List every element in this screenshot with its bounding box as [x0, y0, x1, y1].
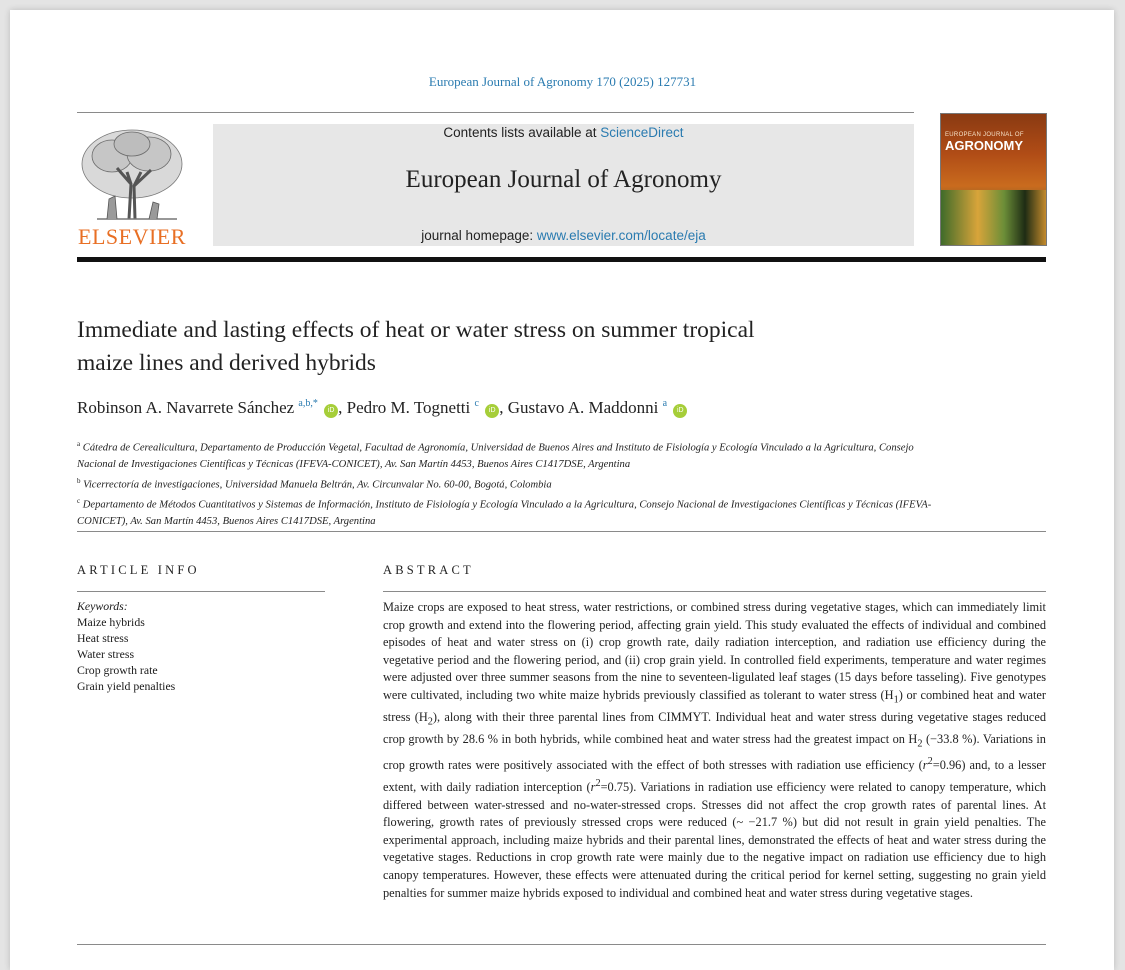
keyword-item[interactable]: Grain yield penalties: [77, 679, 176, 693]
journal-title: European Journal of Agronomy: [405, 166, 722, 193]
divider-mid: [77, 531, 1046, 532]
keyword-item[interactable]: Heat stress: [77, 631, 129, 645]
sciencedirect-link[interactable]: ScienceDirect: [600, 125, 684, 140]
affiliation-text: Vicerrectoría de investigaciones, Universidad Manuela Beltrán, Av. Circunvalar No. 60-00, Bogotá, Colombia: [83, 479, 552, 491]
author-name[interactable]: Robinson A. Navarrete Sánchez: [77, 398, 295, 417]
keyword-item[interactable]: Maize hybrids: [77, 615, 145, 629]
title-line: maize lines and derived hybrids: [77, 350, 376, 376]
homepage-link[interactable]: www.elsevier.com/locate/eja: [536, 228, 706, 243]
keywords-block: [77, 598, 325, 694]
affiliation-mark: c: [77, 497, 81, 506]
affiliation-mark: a: [77, 440, 81, 448]
author-name[interactable]: Gustavo A. Maddonni: [507, 398, 659, 417]
affiliation-item: [77, 473, 937, 494]
divider-top: [77, 112, 914, 113]
affiliation-mark: b: [77, 476, 81, 485]
contents-prefix: Contents lists available at: [443, 125, 597, 140]
affiliation-item: [77, 436, 937, 473]
homepage-line: [213, 228, 914, 243]
journal-cover-image[interactable]: [940, 113, 1047, 246]
orcid-icon[interactable]: iD: [324, 404, 338, 418]
divider-info: [77, 591, 325, 592]
affiliations: [77, 436, 937, 530]
contents-line: [213, 125, 914, 140]
cover-line1: EUROPEAN JOURNAL OF: [945, 132, 1024, 138]
article-info-heading: ARTICLE INFO: [77, 563, 200, 577]
cover-line2: AGRONOMY: [945, 138, 1023, 153]
keyword-item[interactable]: Crop growth rate: [77, 663, 158, 677]
orcid-icon[interactable]: iD: [485, 404, 499, 418]
keyword-item[interactable]: Water stress: [77, 647, 135, 661]
author-affil-mark[interactable]: c: [474, 398, 479, 409]
author-affil-mark[interactable]: a: [662, 398, 668, 409]
affiliation-text: Cátedra de Cerealicultura, Departamento de Producción Vegetal, Facultad de Agronomía, Universidad de Buenos Aires and Instituto de Fisiología y Ecología Vinculado a la Agricultura, Consejo Nacional de Investigaciones Científicas y Técnicas (IFEVA-CONICET), Av. San Martín 4453, Buenos Aires C1417DSE, Argentina: [77, 442, 914, 470]
elsevier-logo[interactable]: [77, 124, 187, 250]
cover-photo: [941, 190, 1046, 245]
homepage-prefix: journal homepage:: [421, 228, 534, 243]
journal-header-box: [213, 124, 914, 246]
article-title: [77, 314, 977, 380]
title-line: Immediate and lasting effects of heat or water stress on summer tropical: [77, 317, 755, 343]
orcid-icon[interactable]: iD: [673, 404, 687, 418]
divider-abstract: [383, 591, 1046, 592]
author-list: Robinson A. Navarrete Sánchez $^{a,b,*}$ iD , Pedro M. Tognetti $^c$ iD , Gustavo A. Maddonni $^a$ iD: [77, 398, 977, 418]
divider-thick: [77, 257, 1046, 262]
elsevier-wordmark: ELSEVIER: [78, 224, 186, 249]
author-affil-mark[interactable]: a,b,*: [298, 398, 318, 409]
divider-bottom: [77, 944, 1046, 945]
author-name[interactable]: Pedro M. Tognetti: [346, 398, 471, 417]
affiliation-text: Departamento de Métodos Cuantitativos y Sistemas de Información, Instituto de Fisiología y Ecología Vinculado a la Agricultura, Consejo Nacional de Investigaciones Científicas y Técnicas (IFEVA-CONICET), Av. San Martín 4453, Buenos Aires C1417DSE, Argentina: [77, 499, 932, 527]
affiliation-item: [77, 493, 937, 530]
abstract-heading: ABSTRACT: [383, 563, 474, 577]
abstract-text: [383, 599, 1046, 902]
journal-citation[interactable]: European Journal of Agronomy 170 (2025) 127731: [428, 74, 697, 89]
abstract-paragraph: Maize crops are exposed to heat stress, water restrictions, or combined stress during vegetative stages, which can immediately limit crop growth and extend into the flowering period, affecting grain yield. This study evaluated the effects of individual and combined episodes of heat and water stress on (i) crop growth rate, daily radiation interception, and radiation use efficiency during the vegetative period and the flowering period, and (ii) crop grain yield. In controlled field experiments, temperature and water regimes were adjusted over three summer seasons from the nine to seventeen-ligulated leaf stages (15 days before tasseling). Five genotypes were cultivated, including two white maize hybrids previously classified as tolerant to water stress $(H_1)$ or combined heat and water stress $(H_2)$, along with their three parental lines from CIMMYT. Individual heat and water stress during vegetative stages reduced crop growth by 28.6 % in both hybrids, while combined heat and water stress had the greatest impact on $H_2$ (−33.8 %). Variations in crop growth rates were positively associated with the effect of both stresses with radiation use efficiency $(r^2=0.96)$ and, to a lesser extent, with daily radiation interception $(r^2=0.75)$. Variations in radiation use efficiency were related to canopy temperature, which differed between water-stressed and no-water-stressed crops. Stresses did not affect the crop growth rates of parental lines. At flowering, growth rates of previously stressed crops were reduced (~ −21.7 %) but did not result in grain yield penalties. The experimental approach, including maize hybrids and their parental lines, demonstrated the effects of heat and water stress during the vegetative stages. Reductions in crop growth rate were mainly due to the negative impact on radiation use efficiency due to high canopy temperatures. However, these effects were attenuated during the critical period for kernel setting, suggesting no grain yield penalties for summer maize hybrids exposed to individual and combined heat and water stress during vegetative stages.: [383, 600, 1047, 900]
keywords-label: Keywords:: [77, 599, 128, 613]
elsevier-tree-icon: [77, 124, 187, 224]
